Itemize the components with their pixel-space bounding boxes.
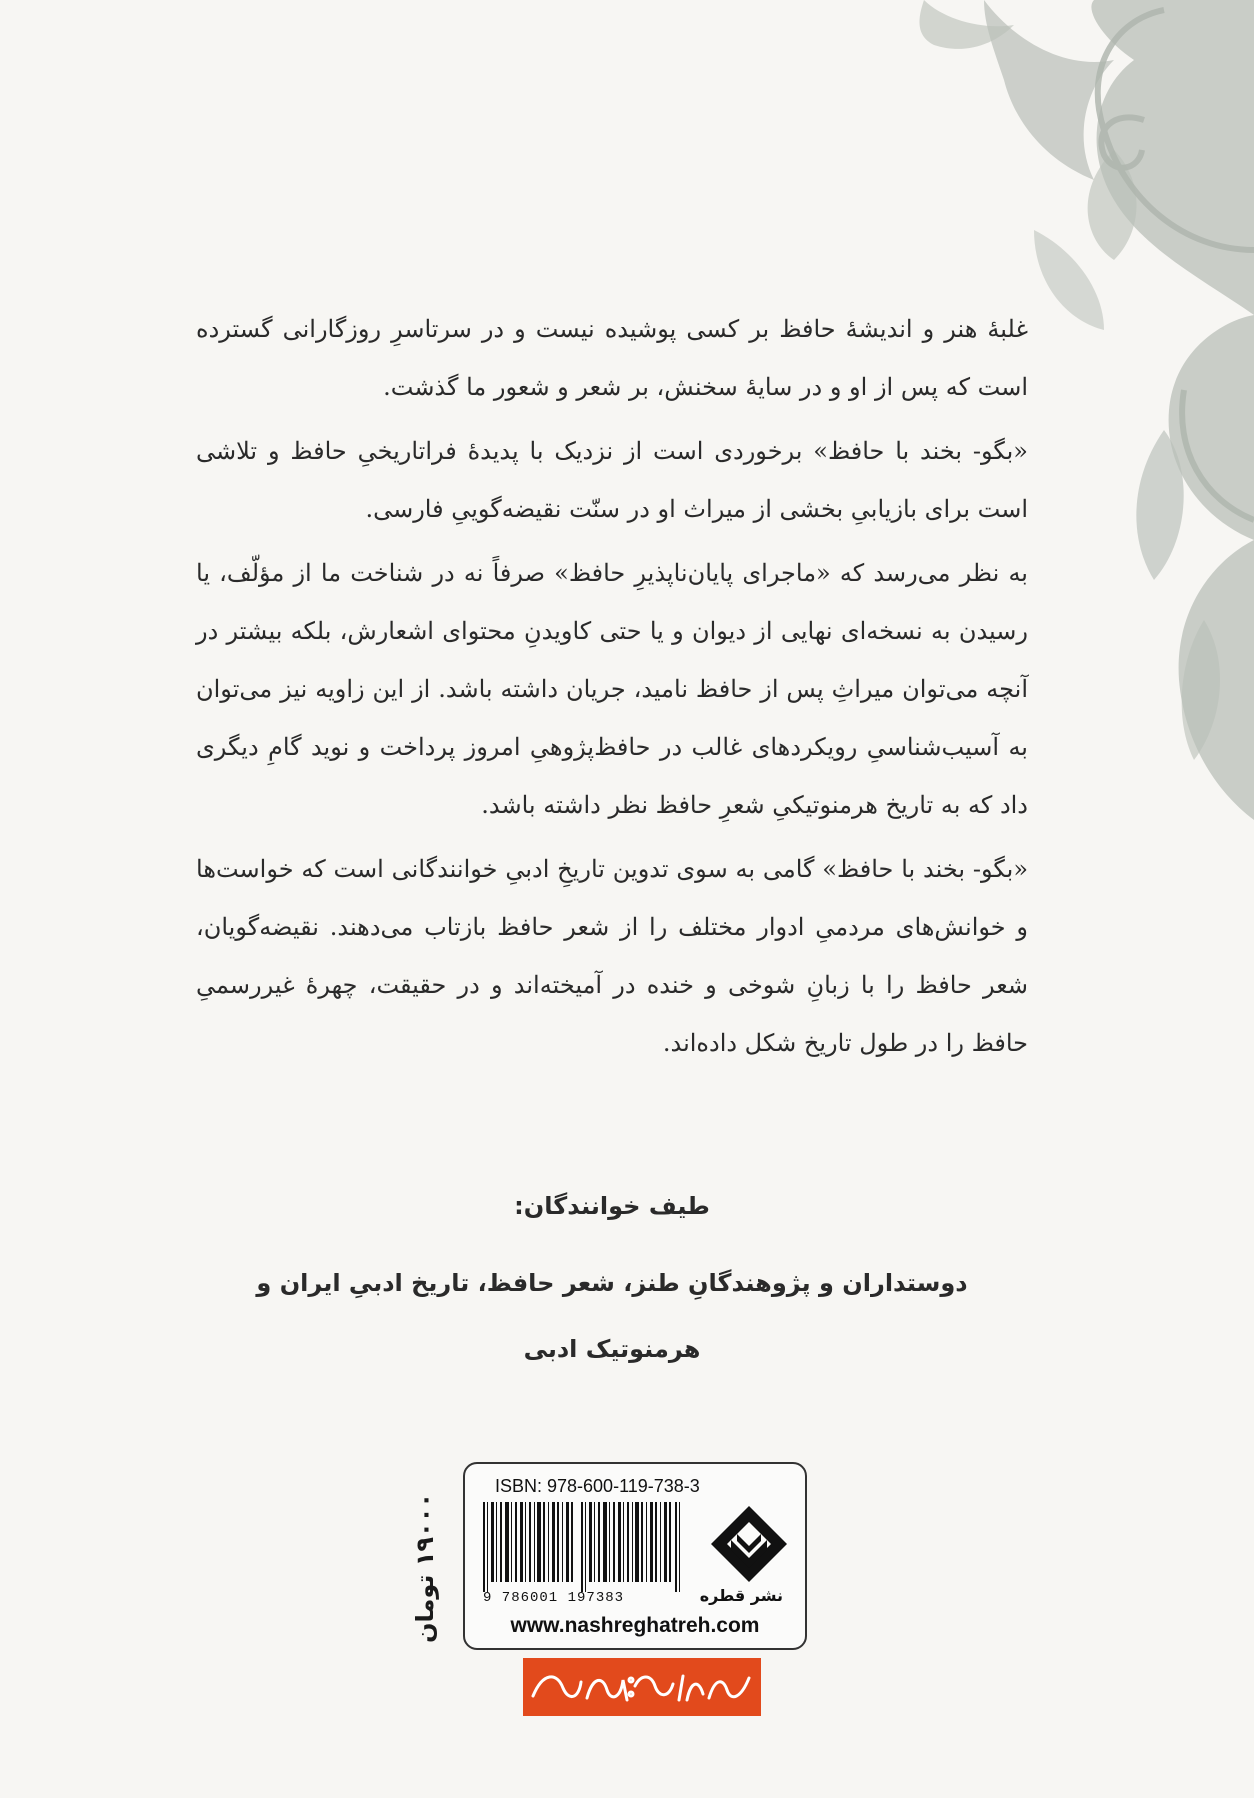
publisher-website: www.nashreghatreh.com: [510, 1614, 760, 1637]
barcode-digits: 9 786001 197383: [483, 1590, 625, 1606]
publisher-name: نشر قطره: [699, 1586, 783, 1605]
bookshop-sticker: [523, 1658, 761, 1716]
readers-list: دوستداران و پژوهندگانِ طنز، شعر حافظ، تاریخ ادبیِ ایران و هرمنوتیک ادبی: [256, 1269, 968, 1363]
readers-heading: طیف خوانندگان:: [514, 1192, 710, 1220]
body-paragraph-2: «بگو- بخند با حافظ» برخوردی است از نزدیک با پدیدهٔ فراتاریخیِ حافظ و تلاشی است برای بازیابیِ بخشی از میراث او در سنّت نقیضه‌گوییِ فارسی.: [196, 437, 1028, 523]
barcode-box: [463, 1462, 807, 1650]
price-text: ۱۹۰۰۰ تومان: [411, 1492, 439, 1644]
body-paragraph-3: به نظر می‌رسد که «ماجرای پایان‌ناپذیرِ حافظ» صرفاً نه در شناخت ما از مؤلّف، یا رسیدن به نسخه‌ای نهایی از دیوان و یا حتی کاویدنِ محتوای اشعارش، بلکه بیشتر در آنچه می‌توان میراثِ پس از حافظ نامید، جریان داشته باشد. از این زاویه نیز می‌توان به آسیب‌شناسیِ رویکردهای غالب در حافظ‌پژوهیِ امروز پرداخت و نوید گامِ دیگری داد که به تاریخ هرمنوتیکیِ شعرِ حافظ نظر داشته باشد.: [196, 559, 1028, 819]
isbn-text: ISBN: 978-600-119-738-3: [495, 1476, 700, 1496]
barcode-image: [481, 1502, 691, 1592]
back-cover-body-text: [196, 300, 1028, 1072]
diamond-chevron-logo-icon: [709, 1504, 789, 1584]
price-label: [400, 1478, 450, 1658]
body-paragraph-1: غلبهٔ هنر و اندیشهٔ حافظ بر کسی پوشیده نیست و در سرتاسرِ روزگارانی گسترده است که پس از او و در سایهٔ سخنش، بر شعر و شعور ما گذشت.: [196, 315, 1028, 401]
body-paragraph-4: «بگو- بخند با حافظ» گامی به سوی تدوین تاریخِ ادبیِ خوانندگانی است که خواست‌ها و خوانش‌های مردمیِ ادوار مختلف را از شعر حافظ بازتاب می‌دهند. نقیضه‌گویان، شعر حافظ را با زبانِ شوخی و خنده در آمیخته‌اند و در حقیقت، چهرهٔ غیررسمیِ حافظ را در طول تاریخ شکل داده‌اند.: [196, 855, 1028, 1057]
